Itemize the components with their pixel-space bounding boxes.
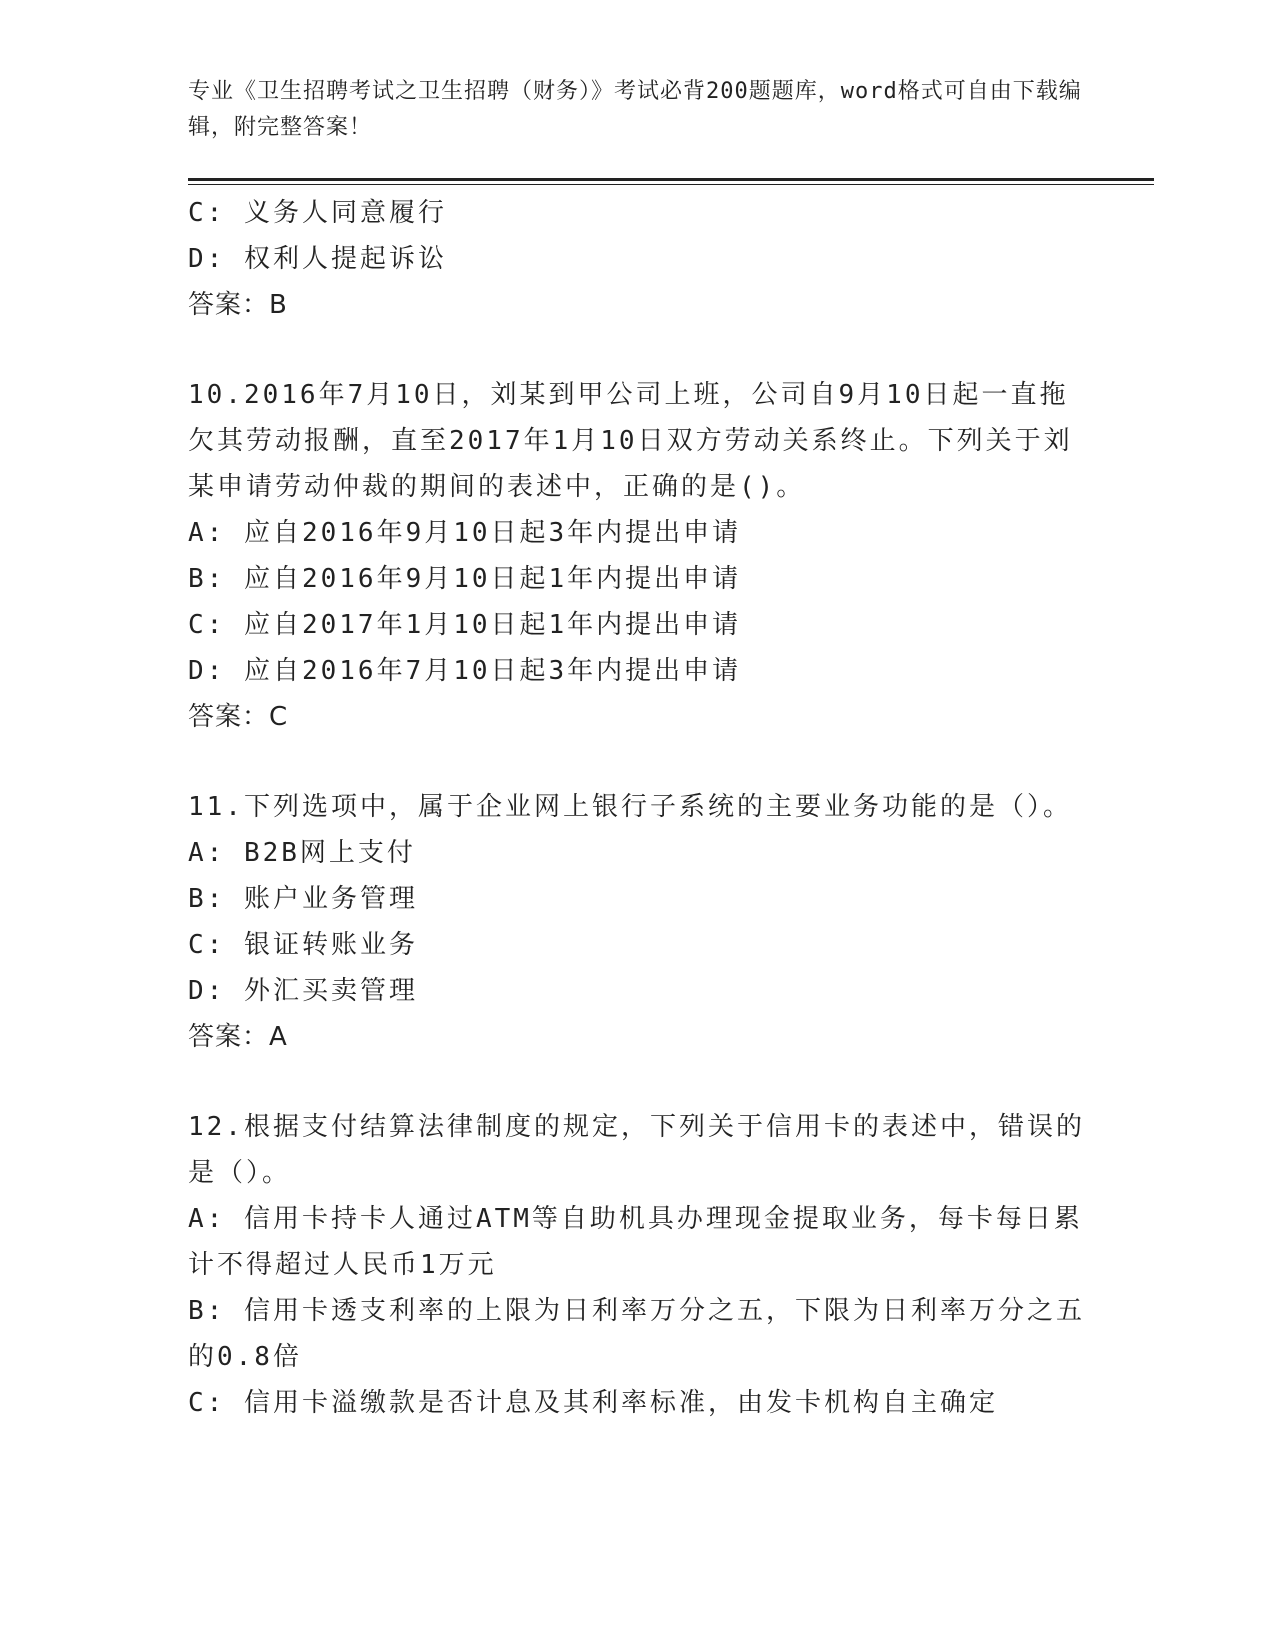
question-block-10: [188, 372, 1088, 740]
question-text: 12.根据支付结算法律制度的规定，下列关于信用卡的表述中，错误的是（）。: [188, 1112, 1085, 1188]
header-divider: [188, 178, 1154, 181]
option-a: A: 信用卡持卡人通过ATM等自助机具办理现金提取业务，每卡每日累计不得超过人民币1万元: [188, 1204, 1083, 1280]
question-block-12: [188, 1104, 1088, 1426]
option-b: B: 应自2016年9月10日起1年内提出申请: [188, 564, 742, 594]
option-a: A: 应自2016年9月10日起3年内提出申请: [188, 518, 742, 548]
page-header: 专业《卫生招聘考试之卫生招聘（财务）》考试必背200题题库，word格式可自由下载编辑，附完整答案！: [188, 79, 1082, 140]
option-b: B: 信用卡透支利率的上限为日利率万分之五，下限为日利率万分之五的0.8倍: [188, 1296, 1085, 1372]
option-c: C: 银证转账业务: [188, 930, 418, 960]
option-d: D: 应自2016年7月10日起3年内提出申请: [188, 656, 742, 686]
option-d: D: 权利人提起诉讼: [188, 244, 447, 274]
question-block-9: [188, 190, 1088, 328]
answer-line: 答案：A: [188, 1022, 288, 1052]
answer-line: 答案：C: [188, 702, 289, 732]
question-block-11: [188, 784, 1088, 1060]
option-a: A: B2B网上支付: [188, 838, 416, 868]
header-divider-thin: [188, 184, 1154, 185]
option-c: C: 应自2017年1月10日起1年内提出申请: [188, 610, 742, 640]
option-c: C: 信用卡溢缴款是否计息及其利率标准，由发卡机构自主确定: [188, 1388, 998, 1418]
option-c: C: 义务人同意履行: [188, 198, 447, 228]
option-d: D: 外汇买卖管理: [188, 976, 418, 1006]
question-list: [188, 190, 1088, 1426]
option-b: B: 账户业务管理: [188, 884, 418, 914]
answer-line: 答案：B: [188, 290, 288, 320]
question-text: 10.2016年7月10日，刘某到甲公司上班，公司自9月10日起一直拖欠其劳动报酬，直至2017年1月10日双方劳动关系终止。下列关于刘某申请劳动仲裁的期间的表述中，正确的是()。: [188, 380, 1073, 502]
question-text: 11.下列选项中，属于企业网上银行子系统的主要业务功能的是（）。: [188, 792, 1072, 822]
